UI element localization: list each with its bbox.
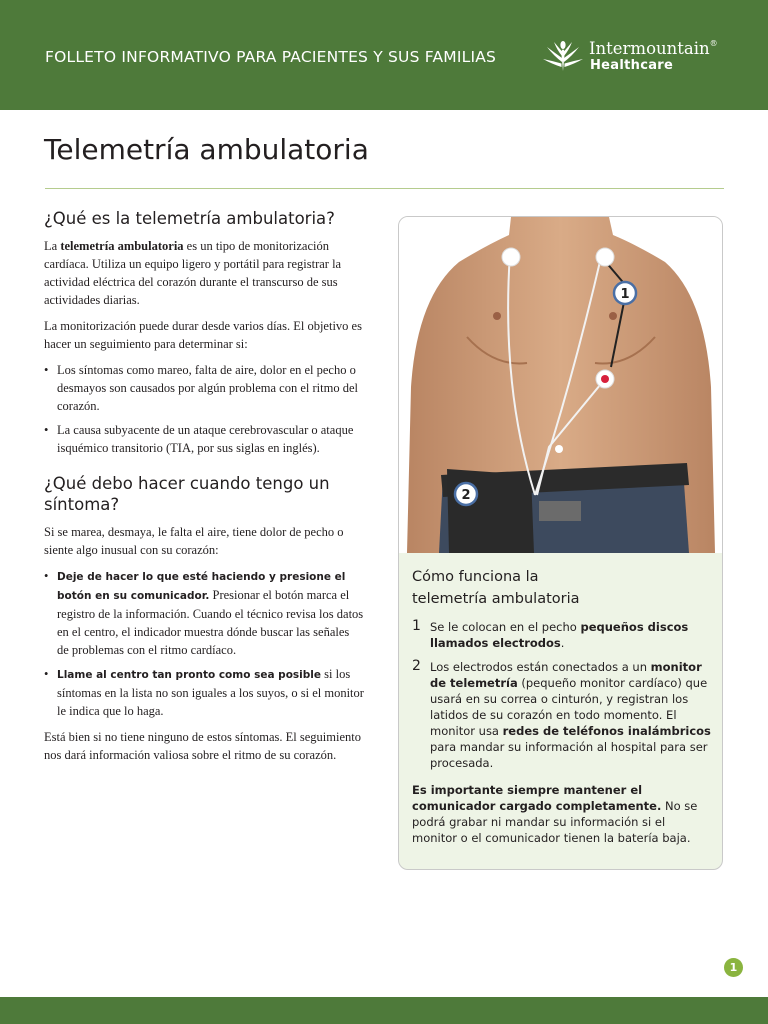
left-column xyxy=(44,208,364,772)
logo-name: Intermountain® xyxy=(589,39,718,58)
header-banner xyxy=(0,0,768,110)
step-number: 2 xyxy=(412,658,421,674)
callout-1: 1 xyxy=(620,287,630,302)
card-title: Cómo funciona la telemetría ambulatoria xyxy=(412,569,580,607)
step-1: 1 Se le colocan en el pecho pequeños discos llamados electrodos. xyxy=(412,618,689,650)
section1-heading: ¿Qué es la telemetría ambulatoria? xyxy=(44,209,335,228)
section2-intro: Si se marea, desmaya, le falta el aire, tiene dolor de pecho o siente algo inusual con su corazón: xyxy=(44,525,344,557)
banner-text: FOLLETO INFORMATIVO PARA PACIENTES Y SUS FAMILIAS xyxy=(45,48,497,66)
step-number: 1 xyxy=(412,618,421,634)
footer-banner xyxy=(0,997,768,1024)
page-number-badge: 1 xyxy=(724,958,743,977)
card-note: Es importante siempre mantener el comunicador cargado completamente. No se podrá grabar ni mandar su información si el monitor o el comunicador tienen la batería baja. xyxy=(412,783,698,845)
section1-paragraph-1: La telemetría ambulatoria es un tipo de monitorización cardíaca. Utiliza un equipo ligero y portátil para registrar la actividad eléctrica del corazón durante el transcurso de sus actividades diarias. xyxy=(44,239,342,307)
intermountain-logo xyxy=(542,38,732,78)
intermountain-tree-icon xyxy=(542,40,584,72)
title-divider xyxy=(45,188,724,189)
section2-heading: ¿Qué debo hacer cuando tengo un síntoma? xyxy=(44,474,330,514)
step-2: 2 Los electrodos están conectados a un monitor de telemetría (pequeño monitor cardíaco) que usará en su correa o cinturón, y registran los latidos de su corazón en todo momento. El monitor usa redes de teléfonos inalámbricos para mandar su información al hospital para ser procesada. xyxy=(412,658,711,770)
list-item: • La causa subyacente de un ataque cerebrovascular o ataque isquémico transitorio (TIA, por sus siglas en inglés). xyxy=(44,421,364,457)
logo-subtitle: Healthcare xyxy=(590,58,674,73)
info-card xyxy=(398,216,723,870)
registered-mark: ® xyxy=(709,39,718,48)
steps-list xyxy=(412,619,712,779)
callout-2: 2 xyxy=(461,488,471,503)
torso-illustration xyxy=(399,217,722,553)
list-item: • Llame al centro tan pronto como sea posible si los síntomas en la lista no son iguales a los suyos, o si el monitor le indica que lo haga. xyxy=(44,665,364,720)
section2-bullet-list xyxy=(44,567,364,720)
list-item: • Deje de hacer lo que esté haciendo y presione el botón en su comunicador. Presionar el botón marca el registro de la información. Cuando el técnico revisa los datos en el centro, el indicador muestra dónde buscar las señales de problemas con el ritmo cardíaco. xyxy=(44,567,364,659)
section1-bullet-list xyxy=(44,361,364,457)
section2-closing: Está bien si no tiene ninguno de estos síntomas. El seguimiento nos dará información valiosa sobre el ritmo de su corazón. xyxy=(44,730,361,762)
term-bold: telemetría ambulatoria xyxy=(60,239,184,253)
page-title: Telemetría ambulatoria xyxy=(44,133,369,166)
section1-paragraph-2: La monitorización puede durar desde varios días. El objetivo es hacer un seguimiento para determinar si: xyxy=(44,319,362,351)
list-item: • Los síntomas como mareo, falta de aire, dolor en el pecho o desmayos son causados por algún problema con el ritmo del corazón. xyxy=(44,361,364,415)
